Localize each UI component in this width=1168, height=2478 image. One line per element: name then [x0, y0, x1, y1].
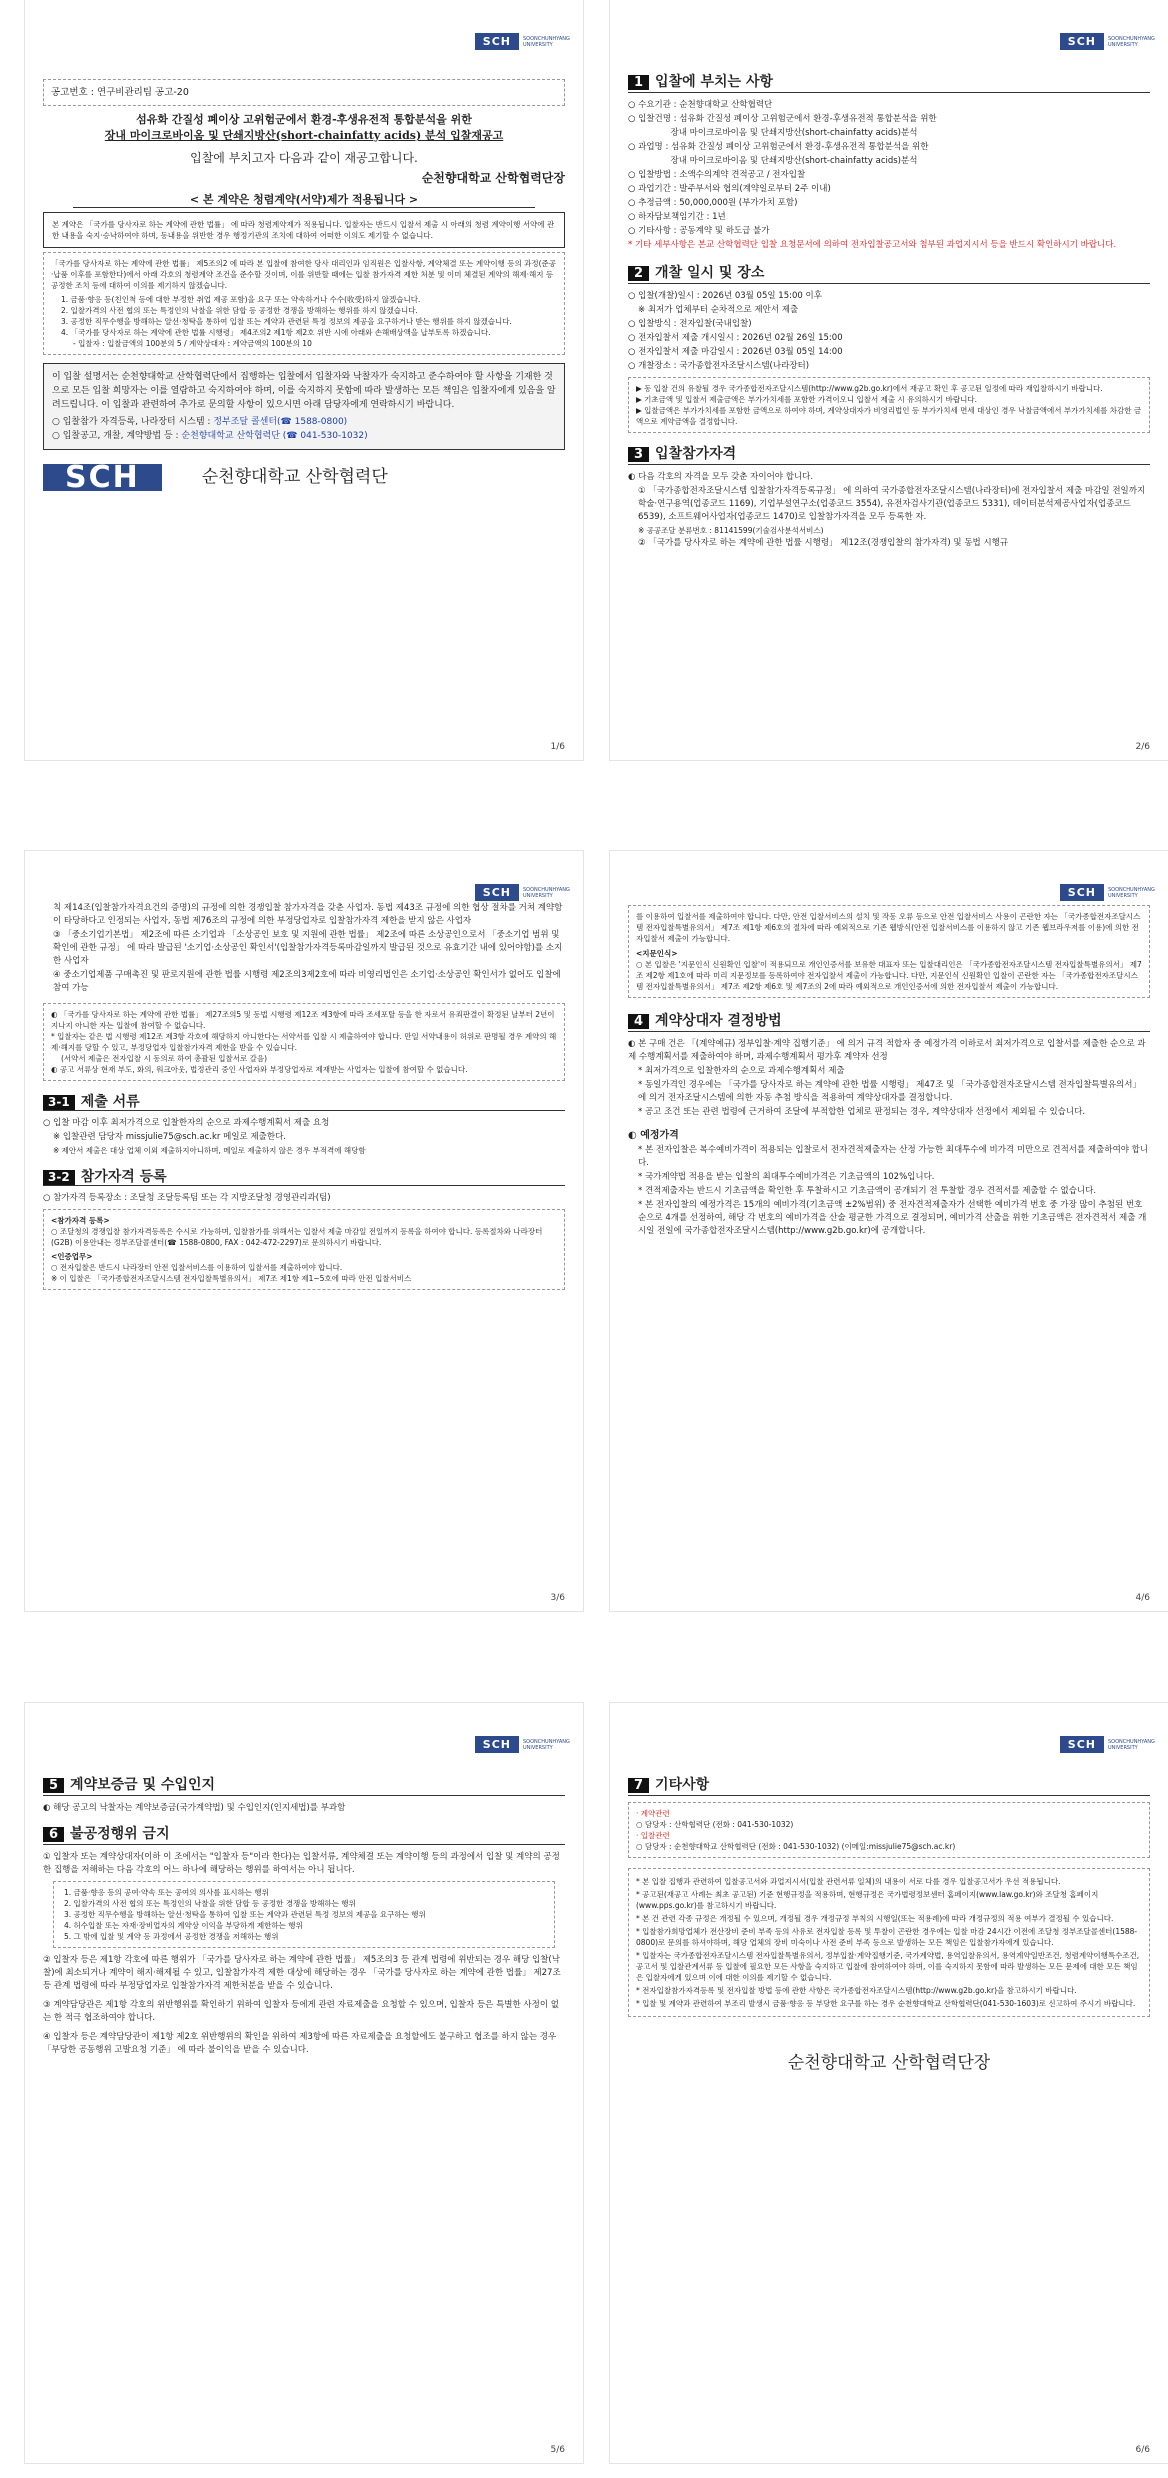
- text-row: ※ 입찰관련 담당자 missjulie75@sch.ac.kr 메일로 제출한다.: [53, 1132, 286, 1142]
- section-title: 기타사항: [655, 1777, 710, 1793]
- info-row: ○ 입찰방법 : 소액수의계약 견적공고 / 전자입찰: [628, 170, 806, 180]
- notice-number: 공고번호 : 연구비관리팀 공고-20: [43, 79, 565, 106]
- section-title: 계약보증금 및 수입인지: [70, 1777, 216, 1793]
- notice-box: [43, 363, 565, 450]
- org-signature: 순천향대학교 산학협력단장: [421, 171, 565, 185]
- logo-name: SOONCHUNHYANG UNIVERSITY: [1108, 1738, 1155, 1751]
- logo-name: SOONCHUNHYANG UNIVERSITY: [1108, 35, 1155, 48]
- integrity-ribbon: < 본 계약은 청렴계약(서약)제가 적용됩니다 >: [73, 192, 535, 208]
- info-row: ○ 하자담보책임기간 : 1년: [628, 212, 726, 222]
- integrity-pledge: [43, 252, 565, 355]
- integrity-box: 본 계약은 「국가를 당사자로 하는 계약에 관한 법률」 에 따라 청렴계약제가 적용됩니다. 입찰자는 반드시 입찰서 제출 시 아래의 청렴 계약이행 서약에 관한 내용을 숙지·승낙하여야 하며, 동내용을 위반한 경우 행정기관의 조치에 대하여 어떠한 이의도 제기할 수 없습니다.: [43, 212, 565, 248]
- list-item: * 입찰참가희망업체가 전산장비 준비 부족 등의 사유로 전자입찰 등록 및 투찰이 곤란한 경우에는 입찰 마감 24시간 이전에 조달청 정부조달콜센터(1588-0800)로 문의를 하셔야하며, 해당 업체의 장비 미숙이나 사전 준비 부족 등으로 발생하는 모든 책임은 입찰참가자에게 있습니다.: [636, 1927, 1138, 1947]
- logo-mark: SCH: [475, 33, 519, 50]
- section-title: 계약상대자 결정방법: [655, 1013, 782, 1029]
- page-number: 1/6: [550, 742, 565, 752]
- logo: [1060, 33, 1158, 50]
- footer-org: 순천향대학교 산학협력단: [201, 467, 388, 487]
- list-item: * 본 입찰 집행과 관련하여 입찰공고서와 과업지시서(입찰 관련서류 일체)의 내용이 서로 다를 경우 입찰공고서가 우선 적용됩니다.: [636, 1877, 1061, 1886]
- pledge-item: 3. 공정한 직무수행을 방해하는 알선·청탁을 통하여 입찰 또는 계약과 관련된 특정 정보의 제공을 요구하거나 받는 행위를 하지 않겠습니다.: [61, 317, 512, 326]
- info-row: ② 「국가를 당사자로 하는 계약에 관한 법률 시행령」 제12조(경쟁입찰의 참가자격) 및 동법 시행규: [638, 538, 1009, 548]
- notice-box: ◐ 「국가를 당사자로 하는 계약에 관한 법률」 제27조의5 및 동법 시행령 제12조 제3항에 따라 조세포탈 등을 한 자로서 유죄판결이 확정된 날부터 2년이 지나지 아니한 자는 입찰에 참여할 수 없습니다. * 입찰자는 같은 법 시행령 제12조 제3항 각호에 해당하지 아니한다는 서약서를 입찰 시 제출하여야 합니다. 만일 서약내용이 허위로 판명될 경우 계약의 해제·해지를 당할 수 있고, 부정당업자 입찰참가자격 제한을 받을 수 있습니다. (서약서 제출은 전자입찰 시 동의로 하여 총괄된 입찰서로 갈음) ◐ 공고 서류상 현재 부도, 화의, 워크아웃, 법정관리 중인 사업자와 부정당업자로 제재받는 사업자는 입찰에 참여할 수 없습니다.: [43, 1003, 565, 1081]
- logo: [1060, 1736, 1158, 1753]
- contact-1-value: 정부조달 콜센터(☎ 1588-0800): [213, 417, 348, 427]
- section-3-1-header: 3-1 제출 서류: [43, 1095, 565, 1111]
- section-4-header: 4 계약상대자 결정방법: [628, 1014, 1150, 1032]
- list-item: * 공고된(재공고 사례는 최초 공고된) 기준 현행규정을 적용하며, 현행규정은 국가법령정보센터 홈페이지(www.law.go.kr)와 조달청 홈페이지(www.pps.go.kr)를 참고하시기 바랍니다.: [636, 1890, 1099, 1910]
- footer-logo: SCH: [43, 464, 162, 491]
- text-row: ④ 중소기업제품 구매촉진 및 판로지원에 관한 법률 시행령 제2조의3제2호에 따라 비영리법인은 소기업·소상공인 확인서가 없어도 입찰에 참여 가능: [53, 970, 561, 993]
- notice-box: ▶ 동 입찰 건의 유찰될 경우 국가종합전자조달시스템(http://www.g2b.go.kr)에서 재공고 확인 후 공고된 일정에 따라 재입찰하시기 바랍니다. ▶ 기초금액 및 입찰서 제출금액은 부가가치세를 포함한 가격이오니 입찰서 제출 시 유의하시기 바랍니다. ▶ 입찰금액은 부가가치세를 포함한 금액으로 하여야 하며, 계약상대자가 비영리법인 등 부가가치세 면세 대상인 경우 낙찰금액에서 부가가치세를 차감한 금액으로 계약금액을 결정합니다.: [628, 377, 1150, 433]
- title-line-2: 장내 마이크로바이옴 및 단쇄지방산(short-chainfatty acids) 분석 입찰재공고: [104, 129, 504, 142]
- page-number: 3/6: [550, 1593, 565, 1603]
- page-3: [25, 851, 583, 1611]
- list-item: 4. 허수입찰 또는 자재·장비업자의 계약상 이익을 부당하게 제한하는 행위: [64, 1921, 303, 1930]
- section-3-header: 3 입찰참가자격: [628, 447, 1150, 465]
- logo-mark: SCH: [1060, 33, 1104, 50]
- text-row: ③ 「중소기업기본법」 제2조에 따른 소기업과 「소상공인 보호 및 지원에 관한 법률」 제2조에 따른 소상공인으로서 「중소기업 범위 및 확인에 관한 규정」 에 따라 발급된 '소기업·소상공인 확인서'(입찰참가자격등록마감일까지 발급된 것으로 유효기간 내에 있어야함)를 소지한 사업자: [53, 930, 563, 966]
- notice-box: <참가자격 등록> ○ 조달청의 경쟁입찰 참가자격등록은 수시로 가능하며, 입찰참가를 위해서는 입찰서 제출 마감일 전일까지 등록을 하여야 합니다. 등록절차와 나라장터(G2B) 이용안내는 정부조달콜센터(☎ 1588-0800, FAX : 042-472-2297)로 문의하시기 바랍니다. <인증업무> ○ 전자입찰은 반드시 나라장터 안전 입찰서비스를 이용하여 입찰서를 제출하여야 합니다. ※ 이 입찰은 「국가종합전자조달시스템 전자입찰특별유의서」 제7조 제1항 제1~5호에 따라 안전 입찰서비스: [43, 1209, 565, 1290]
- page-number: 5/6: [550, 2445, 565, 2455]
- text-row: 칙 제14조(입찰참가자격요건의 증명)의 규정에 의한 경쟁입찰 참가자격을 갖춘 사업자. 동법 제43조 규정에 의한 협상 절차를 거쳐 계약함이 타당하다고 인정되는 사업자, 동법 제76조의 규정에 의한 부정당업자로 입찰참가자격 제한을 받지 않은 사업자: [53, 903, 563, 926]
- logo-mark: SCH: [475, 884, 519, 901]
- info-row: ※ 최저가 업체부터 순차적으로 제안서 제출: [638, 305, 799, 315]
- list-item: * 입찰자는 국가종합전자조달시스템 전자입찰특별유의서, 정부입찰·계약집행기준, 국가계약법, 용역입찰유의서, 용역계약일반조건, 청렴계약이행특수조건, 공고서 및 입찰관계서류 등 입찰에 필요한 모든 사항을 숙지하고 입찰에 참여하여야 하며, 이를 숙지하지 못함에 따라 발생하는 모든 문제에 대한 모든 책임은 입찰자에게 있으며 이에 대한 이의를 제기할 수 없습니다.: [636, 1951, 1140, 1982]
- section-3-2-header: 3-2 참가자격 등록: [43, 1170, 565, 1186]
- logo-mark: SCH: [475, 1736, 519, 1753]
- logo: [475, 33, 573, 50]
- logo-mark: SCH: [1060, 1736, 1104, 1753]
- footer: [43, 460, 565, 495]
- text-row: * 최저가격으로 입찰한자의 순으로 과제수행계획서 제출: [638, 1066, 845, 1076]
- info-row: ◐ 다음 각호의 자격을 모두 갖춘 자이어야 합니다.: [628, 472, 814, 482]
- logo: [1060, 884, 1158, 901]
- text-row: * 동일가격인 경우에는 「국가를 당사자로 하는 계약에 관한 법률 시행령」 제47조 및 「국가종합전자조달시스템 전자입찰특별유의서」 에 의거 전자조달시스템에 의한 자동 추첨 방식을 적용하여 계약상대자를 결정합니다.: [638, 1080, 1141, 1103]
- contact-row-2: ○ 입찰공고, 개찰, 계약방법 등 : 순천향대학교 산학협력단 (☎ 041-530-1032): [52, 431, 368, 441]
- contact-2-value: 순천향대학교 산학협력단 (☎ 041-530-1032): [181, 431, 368, 441]
- logo: [475, 884, 573, 901]
- text-row: ○ 입찰 마감 이후 최저가격으로 입찰한자의 순으로 과제수행계획서 제출 요청: [43, 1118, 330, 1128]
- pledge-item: - 입찰자 : 입찰금액의 100분의 5 / 계약상대자 : 계약금액의 100분의 10: [73, 339, 312, 348]
- notice-text: 이 입찰 설명서는 순천향대학교 산학협력단에서 집행하는 입찰에서 입찰자와 낙찰자가 숙지하고 준수하여야 할 사항을 기재한 것으로 모든 입찰 희망자는 이를 열람하고 숙지하여야 하며, 이를 숙지하지 못함에 따라 발생하는 모든 책임은 입찰자에게 있음을 알려드립니다. 이 입찰과 관련하여 추가로 문의할 사항이 있으시면 아래 담당자에게 연락하시기 바랍니다.: [52, 372, 556, 410]
- logo: [475, 1736, 573, 1753]
- price-heading: ◐ 예정가격: [628, 1130, 679, 1141]
- prohibited-list: [53, 1881, 555, 1948]
- info-row: ○ 입찰(개찰)일시 : 2026년 03월 05일 15:00 이후: [628, 291, 822, 301]
- text-row: ○ 참가자격 등록장소 : 조달청 조달등록팀 또는 각 지방조달청 경영관리과(팀): [43, 1193, 331, 1203]
- info-row: ○ 과업명 : 섬유화 간질성 폐이상 고위험군에서 환경-후생유전적 통합분석을 위한: [628, 142, 929, 152]
- page-number: 2/6: [1135, 742, 1150, 752]
- section-1-header: 1 입찰에 부치는 사항: [628, 75, 1150, 93]
- list-item: 5. 그 밖에 입찰 및 계약 등 과정에서 공정한 경쟁을 저해하는 행위: [64, 1932, 279, 1941]
- logo-name: SOONCHUNHYANG UNIVERSITY: [523, 35, 570, 48]
- section-6-header: 6 불공정행위 금지: [43, 1827, 565, 1845]
- text-row: * 국가계약법 적용을 받는 입찰의 최대투수예비가격은 기초금액의 102%입니다.: [638, 1172, 935, 1182]
- section-title: 제출 서류: [80, 1094, 140, 1110]
- text-row: ◐ 해당 공고의 낙찰자는 계약보증금(국가계약법) 및 수입인지(인지세법)를 부과함: [43, 1803, 346, 1813]
- section-2-header: 2 개찰 일시 및 장소: [628, 266, 1150, 284]
- footer-org: 순천향대학교 산학협력단장: [787, 2053, 991, 2073]
- list-item: * 본 건 관련 각종 규정은 개정될 수 있으며, 개정될 경우 개정규정 부칙의 시행일(또는 적용례)에 따라 개정규정의 적용 여부가 결정될 수 있습니다.: [636, 1914, 1114, 1923]
- page-5: [25, 1703, 583, 2463]
- info-row: ○ 전자입찰서 제출 개시일시 : 2026년 02월 26일 15:00: [628, 333, 843, 343]
- info-row: ○ 개찰장소 : 국가종합전자조달시스템(나라장터): [628, 361, 810, 371]
- text-row: * 견적제출자는 반드시 기초금액을 확인한 후 투찰하시고 기초금액이 공개되기 전 투찰할 경우 견적서를 제출할 수 없습니다.: [638, 1186, 1097, 1196]
- info-row: ○ 기타사항 : 공동계약 및 하도급 불가: [628, 226, 770, 236]
- pledge-item: 1. 금품·향응 등(친인척 등에 대한 부정한 취업 제공 포함)을 요구 또는 약속하거나 수수(收受)하지 않겠습니다.: [61, 295, 421, 304]
- text-row: ④ 입찰자 등은 계약담당관이 제1항 제2호 위반행위의 확인을 위하여 제3항에 따른 자료제출을 요청할에도 불구하고 협조를 하지 않는 경우 「부당한 공동행위 고발요청 기준」 에 따라 불이익을 받을 수 있습니다.: [43, 2032, 557, 2055]
- info-row: ○ 전자입찰서 제출 마감일시 : 2026년 03월 05일 14:00: [628, 347, 843, 357]
- logo-mark: SCH: [1060, 884, 1104, 901]
- section-title: 입찰참가자격: [655, 446, 737, 462]
- list-item: 3. 공정한 직무수행을 방해하는 알선·청탁을 통하여 입찰 또는 계약과 관련된 특정 정보의 제공을 요구하는 행위: [64, 1910, 426, 1919]
- notes-box: [628, 1868, 1150, 2017]
- text-row: * 본 전자입찰의 예정가격은 15개의 예비가격(기초금액 ±2%범위) 중 전자견적제출자가 선택한 예비가격 번호 중 가장 많이 추첨된 번호순으로 4개를 선정하여, 해당 각 번호의 예비가격을 산술 평균한 가격으로 결정되며, 예비가격 산출을 위한 기초금액은 전자견적서 제출 개시일 전일에 국가종합전자조달시스템(http://www.g2b.go.kr)에 공개합니다.: [638, 1200, 1147, 1236]
- logo-name: SOONCHUNHYANG UNIVERSITY: [1108, 886, 1155, 899]
- text-row: * 공고 조건 또는 관련 법령에 근거하여 조달에 부적합한 업체로 판정되는 경우, 계약상대자 선정에서 제외될 수 있습니다.: [638, 1107, 1086, 1117]
- pledge-item: 4. 「국가를 당사자로 하는 계약에 관한 법률 시행령」 제4조의2 제1항 제2호 위반 시에 아래와 손해배상액을 납부토록 하겠습니다.: [61, 328, 491, 337]
- contact-box: · 계약관련 ○ 담당자 : 산학협력단 (전화 : 041-530-1032) · 입찰관련 ○ 담당자 : 순천향대학교 산학협력단 (전화 : 041-530-1032) (이메일:missjulie75@sch.ac.kr): [628, 1802, 1150, 1858]
- info-row: ○ 입찰방식 : 전자입찰(국내입찰): [628, 319, 752, 329]
- list-item: * 입찰 및 계약과 관련하여 부조리 발생시 금품·향응 등 부당한 요구를 하는 경우 순천향대학교 산학협력단(041-530-1603)로 신고하여 주시기 바랍니다.: [636, 1999, 1136, 2008]
- text-row: ※ 제안서 제출은 대상 업체 이외 제출하지아니하며, 메일로 제출하지 않은 경우 부적격에 해당함: [53, 1146, 366, 1155]
- info-row: ① 「국가종합전자조달시스템 입찰참가자격등록규정」 에 의하여 국가종합전자조달시스템(나라장터)에 전자입찰서 제출 마감일 전일까지 학술·연구용역(업종코드 1169), 기업부설연구소(업종코드 3554), 유전자검사기관(업종코드 5331), 데이터분석제공사업자(업종코드 6539), 소프트웨어사업자(업종코드 1470)로 입찰참가자격을 모두 등록한 자.: [638, 486, 1146, 522]
- page-4: [610, 851, 1168, 1611]
- list-item: 2. 입찰가격의 사전 협의 또는 특정인의 낙찰을 위한 담합 등 공정한 경쟁을 방해하는 행위: [64, 1899, 356, 1908]
- logo-name: SOONCHUNHYANG UNIVERSITY: [523, 886, 570, 899]
- announce-text: 입찰에 부치고자 다음과 같이 재공고합니다.: [190, 151, 418, 165]
- contact-row-1: ○ 입찰참가 자격등록, 나라장터 시스템 : 정부조달 콜센터(☎ 1588-0800): [52, 417, 348, 427]
- list-item: 1. 금품·향응 등의 공여·약속 또는 공여의 의사를 표시하는 행위: [64, 1888, 269, 1897]
- info-row: ※ 공공조달 분류번호 : 81141599(기술검사분석서비스): [638, 526, 824, 535]
- list-item: * 전자입찰참가자격등록 및 전자입찰 방법 등에 관한 사항은 국가종합전자조달시스템(http://www.g2b.go.kr)을 참고하시기 바랍니다.: [636, 1986, 1077, 1995]
- info-row: ○ 과업기간 : 발주부서와 협의(계약일로부터 2주 이내): [628, 184, 831, 194]
- section-5-header: 5 계약보증금 및 수입인지: [43, 1778, 565, 1796]
- info-row: ○ 수요기관 : 순천향대학교 산학협력단: [628, 100, 773, 110]
- page-2: [610, 0, 1168, 760]
- text-row: ③ 계약담당관은 제1항 각호의 위반행위를 확인하기 위하여 입찰자 등에게 관련 자료제출을 요청할 수 있으며, 입찰자 등은 특별한 사정이 없는 한 적극 협조하여야 합니다.: [43, 2000, 559, 2023]
- section-title: 참가자격 등록: [80, 1169, 167, 1185]
- red-note: * 기타 세부사항은 본교 산학협력단 입찰 요청문서에 의하여 전자입찰공고서와 첨부된 과업지시서 등을 반드시 확인하시기 바랍니다.: [628, 240, 1117, 250]
- info-row: ○ 입찰건명 : 섬유화 간질성 폐이상 고위험군에서 환경-후생유전적 통합분석을 위한: [628, 114, 937, 124]
- page-number: 6/6: [1135, 2445, 1150, 2455]
- section-7-header: 7 기타사항: [628, 1778, 1150, 1796]
- notice-box: 를 이용하여 입찰서를 제출하여야 합니다. 다만, 안전 입찰서비스의 설치 및 작동 오류 등으로 안전 입찰서비스 사용이 곤란한 자는 「국가종합전자조달시스템 전자입찰특별유의서」 제7조 제1항 제6호의 절차에 따라 예외적으로 기존 웹방식(안전 입찰서비스를 이용하지 않고 기존 웹브라우저를 이용)에 의한 전자입찰서 제출이 가능합니다. <지문인식> ○ 본 입찰은 '지문인식 신원확인 입찰'이 적용되므로 개인인증서를 보유한 대표자 또는 입찰대리인은 「국가종합전자조달시스템 전자입찰특별유의서」 제7조 제2항 제1호에 따라 미리 지문정보를 등록하여야 전자입찰서 제출이 가능합니다. 다만, 지문인식 신원확인 입찰이 곤란한 자는 「국가종합전자조달시스템 전자입찰특별유의서」 제7조 제2항 제6호 및 제7조의 2에 따라 예외적으로 개인인증서에 의한 전자입찰서 제출이 가능합니다.: [628, 905, 1150, 998]
- info-row: 장내 마이크로바이옴 및 단쇄지방산(short-chainfatty acids)분석: [628, 156, 918, 166]
- section-title: 개찰 일시 및 장소: [655, 265, 765, 281]
- info-row: 장내 마이크로바이옴 및 단쇄지방산(short-chainfatty acids)분석: [628, 128, 918, 138]
- text-row: ② 입찰자 등은 제1항 각호에 따른 행위가 「국가를 당사자로 하는 계약에 관한 법률」 제5조의3 등 관계 법령에 위반되는 경우 해당 입찰(낙찰)에 최소되거나 계약이 해지·해제될 수 있고, 입찰참가자격 제한 대상에 해당하는 경우 「국가를 당사자로 하는 계약에 관한 법률」 제27조 등 관계 법령에 따라 부정당업자로 입찰참가자격 제한처분을 받을 수 있습니다.: [43, 1955, 561, 1991]
- page-number: 4/6: [1135, 1593, 1150, 1603]
- page-6: [610, 1703, 1168, 2463]
- title-line-1: 섬유화 간질성 폐이상 고위험군에서 환경-후생유전적 통합분석을 위한: [136, 113, 472, 126]
- info-row: ○ 추정금액 : 50,000,000원 (부가가치 포함): [628, 198, 798, 208]
- logo-name: SOONCHUNHYANG UNIVERSITY: [523, 1738, 570, 1751]
- text-row: ① 입찰자 또는 계약상대자(이하 이 조에서는 "입찰자 등"이라 한다)는 입찰서류, 계약체결 또는 계약이행 등의 과정에서 입찰 및 계약의 공정한 집행을 저해하는 다음 각호의 어느 하나에 해당하는 행위를 하여서는 아니 됩니다.: [43, 1852, 560, 1875]
- text-row: ◐ 본 구매 건은 「(계약예규) 정부입찰·계약 집행기준」 에 의거 규격 적합자 중 예정가격 이하로서 최저가격으로 입찰서를 제출한 순으로 과제 수행계획서를 제출하여야 하며, 과제수행계획서 평가후 계약자 선정: [628, 1039, 1146, 1062]
- pledge-intro: 「국가를 당사자로 하는 계약에 관한 법률」 제5조의2 에 따라 본 입찰에 참여한 당사 대리인과 임직원은 입찰사항, 계약체결 또는 계약이행 등의 과정(준공·납품 이후를 포함한다)에서 아래 각호의 청렴계약 조건을 준수할 것이며, 이를 위반할 때에는 입찰 참가자격 제한 처분 및 이미 체결된 계약의 해제·해지 등 공정한 조치 등에 대하여 이의를 제기하지 않겠습니다.: [51, 259, 556, 290]
- text-row: * 본 전자입찰은 복수예비가격이 적용되는 입찰로서 전자견적제출자는 산정 가능한 최대투수에 비가격 미만으로 견적서를 제출하여야 합니다.: [638, 1145, 1149, 1168]
- section-title: 입찰에 부치는 사항: [655, 74, 773, 90]
- pledge-item: 2. 입찰가격의 사전 협의 또는 특정인의 낙찰을 위한 담합 등 공정한 경쟁을 방해하는 행위를 하지 않겠습니다.: [61, 306, 418, 315]
- section-title: 불공정행위 금지: [70, 1826, 170, 1842]
- page-1: [25, 0, 583, 760]
